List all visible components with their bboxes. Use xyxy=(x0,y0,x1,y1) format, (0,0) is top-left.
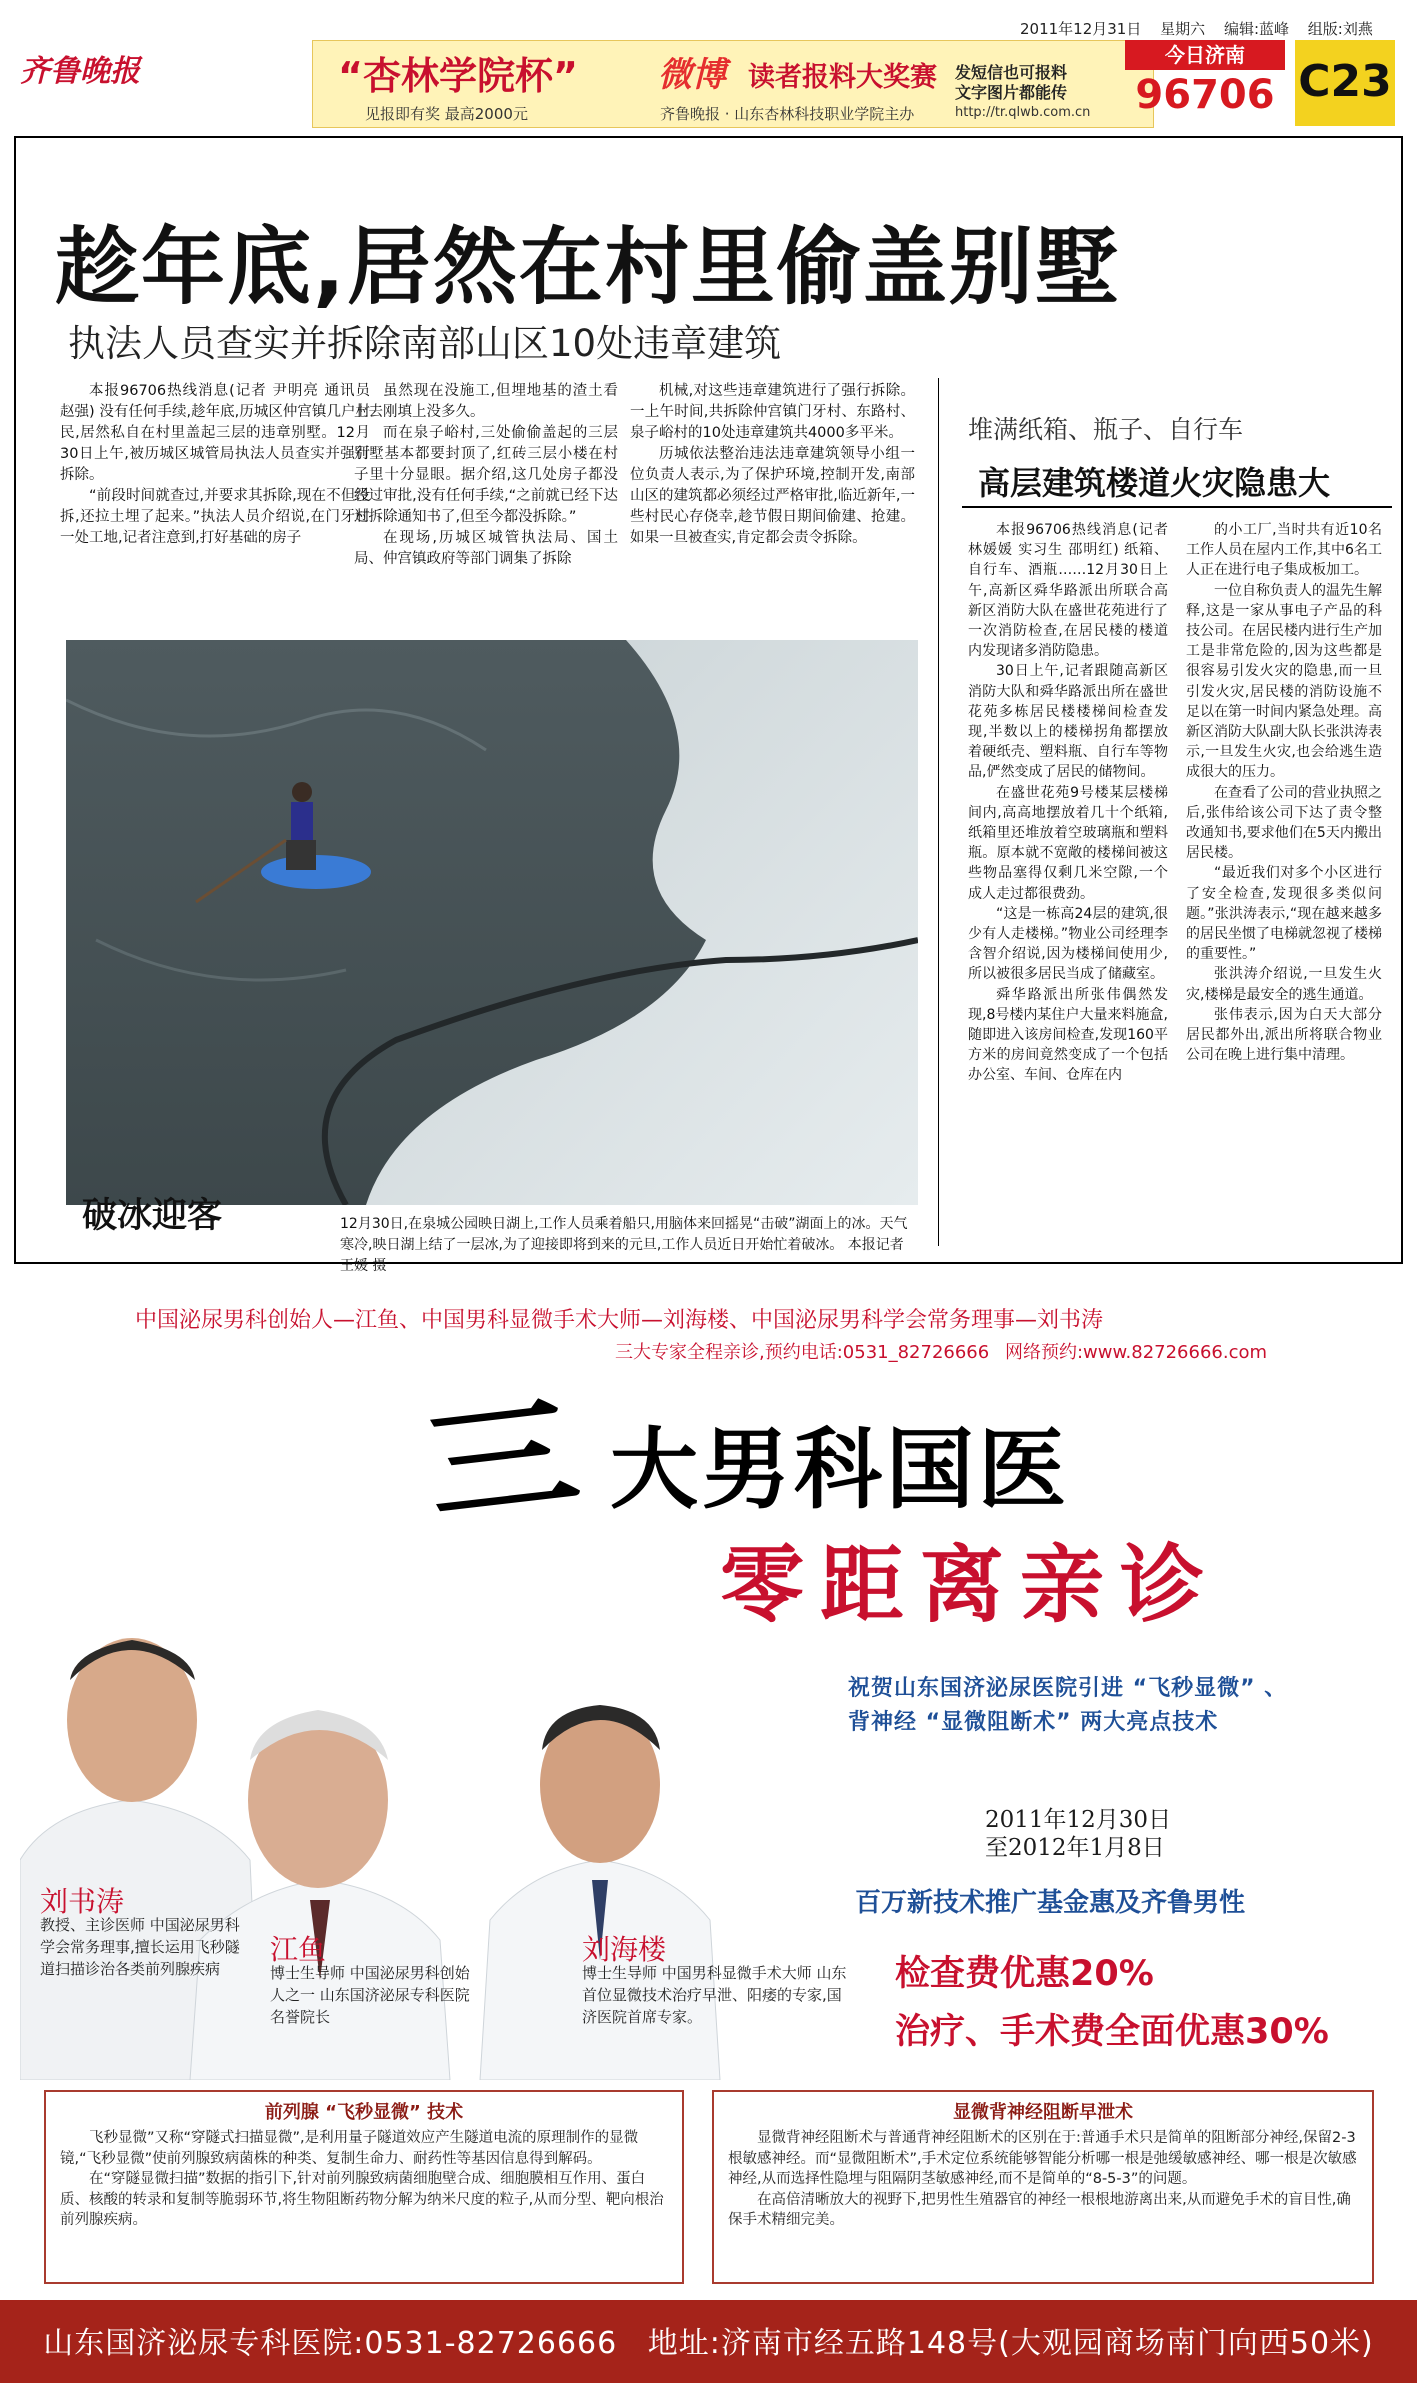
doctor-desc-2: 博士生导师 中国泌尿男科创始人之一 山东国济泌尿专科医院名誉院长 xyxy=(270,1964,470,2026)
photo-title: 破冰迎客 xyxy=(82,1196,223,1236)
hotline-number: 96706 xyxy=(1135,72,1275,118)
designer-credit: 组版:刘燕 xyxy=(1307,20,1373,38)
side-article-kicker: 堆满纸箱、瓶子、自行车 xyxy=(968,415,1244,444)
banner-contest: 读者报料大奖赛 xyxy=(748,62,937,93)
banner-subtitle: 见报即有奖 最高2000元 xyxy=(365,105,528,123)
paragraph: 在盛世花苑9号楼某层楼梯间内,高高地摆放着几十个纸箱,纸箱里还堆放着空玻璃瓶和塑料瓶。原本就不宽敞的楼梯间被这些物品塞得仅剩几米空隙,一个成人走过都很费劲。 xyxy=(968,784,1168,902)
paragraph: 本报96706热线消息(记者 林媛媛 实习生 邵明红) 纸箱、自行车、酒瓶……12月30日上午,高新区舜华路派出所联合高新区消防大队在盛世花苑进行了一次消防检查,在居民楼的楼道内发现诸多消防隐患。 xyxy=(968,522,1168,660)
page-number-box xyxy=(1295,40,1395,126)
paragraph: 历城依法整治违法违章建筑领导小组一位负责人表示,为了保护环境,控制开发,南部山区的建筑都必须经过严格审批,临近新年,一些村民心存侥幸,趁节假日期间偷建、抢建。如果一旦被查实,肯定都会责令拆除。 xyxy=(630,446,915,546)
paragraph: 舜华路派出所张伟偶然发现,8号楼内某住户大量来料施盒,随即进入该房间检查,发现160平方米的房间竟然变成了一个包括办公室、车间、仓库在内 xyxy=(968,986,1168,1084)
ad-congrats-line2: 背神经 “显微阻断术” 两大亮点技术 xyxy=(848,1710,1219,1735)
paragraph: 虽然现在没施工,但埋地基的渣土看上去刚填上没多久。 xyxy=(354,383,618,420)
headline: 趁年底,居然在村里偷盖别墅 xyxy=(55,218,1121,316)
ad-offer-exam: 检查费优惠20% xyxy=(895,1954,1154,1994)
ad-date-start: 2011年12月30日 xyxy=(985,1807,1172,1833)
ad-fund-line: 百万新技术推广基金惠及齐鲁男性 xyxy=(855,1888,1246,1918)
side-article-rule xyxy=(962,506,1392,508)
ad-date-end: 至2012年1月8日 xyxy=(985,1835,1165,1861)
footer-hospital: 山东国济泌尿专科医院:0531-82726666 xyxy=(43,2326,618,2361)
paragraph: “这是一栋高24层的建筑,很少有人走楼梯。”物业公司经理李含智介绍说,因为楼梯间使用少,所以被很多居民当成了储藏室。 xyxy=(968,905,1168,983)
hotline-label: 今日济南 xyxy=(1125,40,1285,70)
doctor-desc-1: 教授、主诊医师 中国泌尿男科学会常务理事,擅长运用飞秒隧道扫描诊治各类前列腺疾病 xyxy=(40,1916,240,1978)
paragraph: 张洪涛介绍说,一旦发生火灾,楼梯是最安全的逃生通道。 xyxy=(1186,966,1382,1003)
hotline-box xyxy=(1125,40,1285,126)
footer-address: 地址:济南市经五路148号(大观园商场南门向西50米) xyxy=(647,2326,1374,2361)
paragraph: 张伟表示,因为白天大部分居民都外出,派出所将联合物业公司在晚上进行集中清理。 xyxy=(1186,1006,1382,1064)
banner-organizer: 齐鲁晚报 · 山东杏林科技职业学院主办 xyxy=(660,105,915,123)
doctor-desc-3: 博士生导师 中国男科显微手术大师 山东首位显微技术治疗早泄、阳痿的专家,国济医院首席专家。 xyxy=(582,1964,847,2026)
banner-weibo: 微博 xyxy=(658,55,726,95)
ad-congrats xyxy=(848,1672,1368,1740)
paragraph: 本报96706热线消息(记者 尹明亮 通讯员 赵强) 没有任何手续,趁年底,历城区仲宫镇几户村民,居然私自在村里盖起三层的违章别墅。12月30日上午,被历城区城管局执法人员查实并强行拆除。 xyxy=(60,383,370,483)
paragraph: 一位自称负责人的温先生解释,这是一家从事电子产品的科技公司。在居民楼内进行生产加工是非常危险的,因为这些都是很容易引发火灾的隐患,而一旦引发火灾,居民楼的消防设施不足以在第一时间内紧急处理。高新区消防大队副大队长张洪涛表示,一旦发生火灾,也会给逃生造成很大的压力。 xyxy=(1186,582,1382,781)
tech-box-title: 前列腺 “飞秒显微” 技术 xyxy=(264,2102,464,2123)
editor-credit: 编辑:蓝峰 xyxy=(1223,20,1289,38)
side-article-title: 高层建筑楼道火灾隐患大 xyxy=(978,464,1331,502)
photo-caption: 12月30日,在泉城公园映日湖上,工作人员乘着船只,用脑体来回摇晃“击破”湖面上的冰。天气寒冷,映日湖上结了一层冰,为了迎接即将到来的元旦,工作人员近日开始忙着破冰。 本报记者 王媛 摄 xyxy=(340,1216,908,1274)
ad-experts-line: 中国泌尿男科创始人—江鱼、中国男科显微手术大师—刘海楼、中国泌尿男科学会常务理事—刘书涛 xyxy=(135,1308,1104,1333)
banner-sms-line2: 文字图片都能传 xyxy=(955,83,1068,102)
issue-date: 2011年12月31日 xyxy=(1020,20,1142,38)
ad-website[interactable]: 网络预约:www.82726666.com xyxy=(1004,1342,1268,1363)
side-article-column-1 xyxy=(968,520,1168,1086)
ad-phone: 三大专家全程亲诊,预约电话:0531_82726666 xyxy=(615,1342,990,1363)
page-number: C23 xyxy=(1298,56,1392,107)
paragraph: 在高倍清晰放大的视野下,把男性生殖器官的神经一根根地游离出来,从而避免手术的盲目性,确保手术精细完美。 xyxy=(728,2191,1351,2228)
ad-offer-treatment: 治疗、手术费全面优惠30% xyxy=(895,2012,1329,2052)
contest-banner xyxy=(312,40,1154,128)
paragraph: 在查看了公司的营业执照之后,张伟给该公司下达了责令整改通知书,要求他们在5天内搬出居民楼。 xyxy=(1186,784,1382,862)
column-divider xyxy=(938,378,939,1246)
tech-box-prostate xyxy=(44,2090,684,2284)
doctor-name-2: 江鱼 xyxy=(270,1933,327,1966)
paragraph: 而在泉子峪村,三处偷偷盖起的三层别墅基本都要封顶了,红砖三层小楼在村子里十分显眼。据介绍,这几处房子都没经过审批,没有任何手续,“之前就已经下达过拆除通知书了,但至今都没拆除。” xyxy=(354,425,618,525)
ad-subtitle: 零距离亲诊 xyxy=(720,1535,1221,1634)
ad-title: 大男科国医 xyxy=(610,1418,1071,1521)
masthead xyxy=(0,0,1417,130)
paragraph: “最近我们对多个小区进行了安全检查,发现很多类似问题。”张洪涛表示,“现在越来越多的居民坐惯了电梯就忽视了楼梯的重要性。” xyxy=(1186,865,1382,963)
banner-sms-line1: 发短信也可报料 xyxy=(955,63,1068,82)
article-column-1 xyxy=(60,381,370,549)
ad-dates xyxy=(985,1806,1171,1862)
tech-box-body xyxy=(60,2128,668,2231)
paragraph: “前段时间就查过,并要求其拆除,现在不但没拆,还拉土埋了起来。”执法人员介绍说,在门牙村一处工地,记者注意到,打好基础的房子 xyxy=(60,488,370,546)
article-column-2 xyxy=(354,381,618,570)
issue-weekday: 星期六 xyxy=(1160,20,1206,38)
paragraph: 在现场,历城区城管执法局、国土局、仲宫镇政府等部门调集了拆除 xyxy=(354,530,618,567)
subheadline: 执法人员查实并拆除南部山区10处违章建筑 xyxy=(68,322,782,365)
paragraph: 的小工厂,当时共有近10名工作人员在屋内工作,其中6名工人正在进行电子集成板加工。 xyxy=(1186,522,1382,579)
news-photo-frozen-lake xyxy=(66,640,918,1205)
paragraph: 显微背神经阻断术与普通背神经阻断术的区别在于:普通手术只是简单的阻断部分神经,保留2-3根敏感神经。而“显微阻断术”,手术定位系统能够智能分析哪一根是弛缓敏感神经、哪一根是次敏感神经,从而选择性隐埋与阻隔阴茎敏感神经,而不是简单的“8-5-3”的问题。 xyxy=(728,2130,1357,2187)
paragraph: 飞秒显微”又称“穿隧式扫描显微”,是利用量子隧道效应产生隧道电流的原理制作的显微镜,“飞秒显微”使前列腺致病菌株的种类、复制生命力、耐药性等基因信息得到解码。 xyxy=(60,2130,639,2167)
ad-brush-character: 三 xyxy=(414,1379,588,1540)
article-column-3 xyxy=(630,381,915,549)
doctor-name-1: 刘书涛 xyxy=(40,1885,125,1918)
photo-illustration xyxy=(66,640,918,1205)
tech-box-nerve xyxy=(712,2090,1374,2284)
banner-main: “杏林学院杯” xyxy=(338,54,578,98)
paragraph: 机械,对这些违章建筑进行了强行拆除。一上午时间,共拆除仲宫镇门牙村、东路村、泉子峪村的10处违章建筑共4000多平米。 xyxy=(630,383,915,441)
ad-footer-text xyxy=(0,2318,1417,2362)
ad-congrats-line1: 祝贺山东国济泌尿医院引进 “飞秒显微” 、 xyxy=(848,1676,1288,1701)
tech-box-title: 显微背神经阻断早泄术 xyxy=(953,2102,1133,2123)
issue-meta xyxy=(1020,18,1387,39)
newspaper-logo: 齐鲁晚报 xyxy=(20,54,140,89)
paragraph: 在“穿隧显微扫描”数据的指引下,针对前列腺致病菌细胞壁合成、细胞膜相互作用、蛋白质、核酸的转录和复制等脆弱环节,将生物阻断药物分解为纳米尺度的粒子,从而分型、靶向根治前列腺疾病。 xyxy=(60,2171,664,2228)
doctor-name-3: 刘海楼 xyxy=(582,1933,667,1966)
banner-sms xyxy=(955,63,1067,103)
side-article-column-2 xyxy=(1186,520,1382,1065)
paragraph: 30日上午,记者跟随高新区消防大队和舜华路派出所在盛世花苑多栋居民楼楼梯间检查发现,半数以上的楼梯拐角都摆放着硬纸壳、塑料瓶、自行车等物品,俨然变成了居民的储物间。 xyxy=(968,663,1168,781)
banner-url[interactable]: http://tr.qlwb.com.cn xyxy=(955,105,1091,120)
ad-contact-line xyxy=(605,1338,1267,1364)
tech-box-body xyxy=(728,2128,1358,2231)
